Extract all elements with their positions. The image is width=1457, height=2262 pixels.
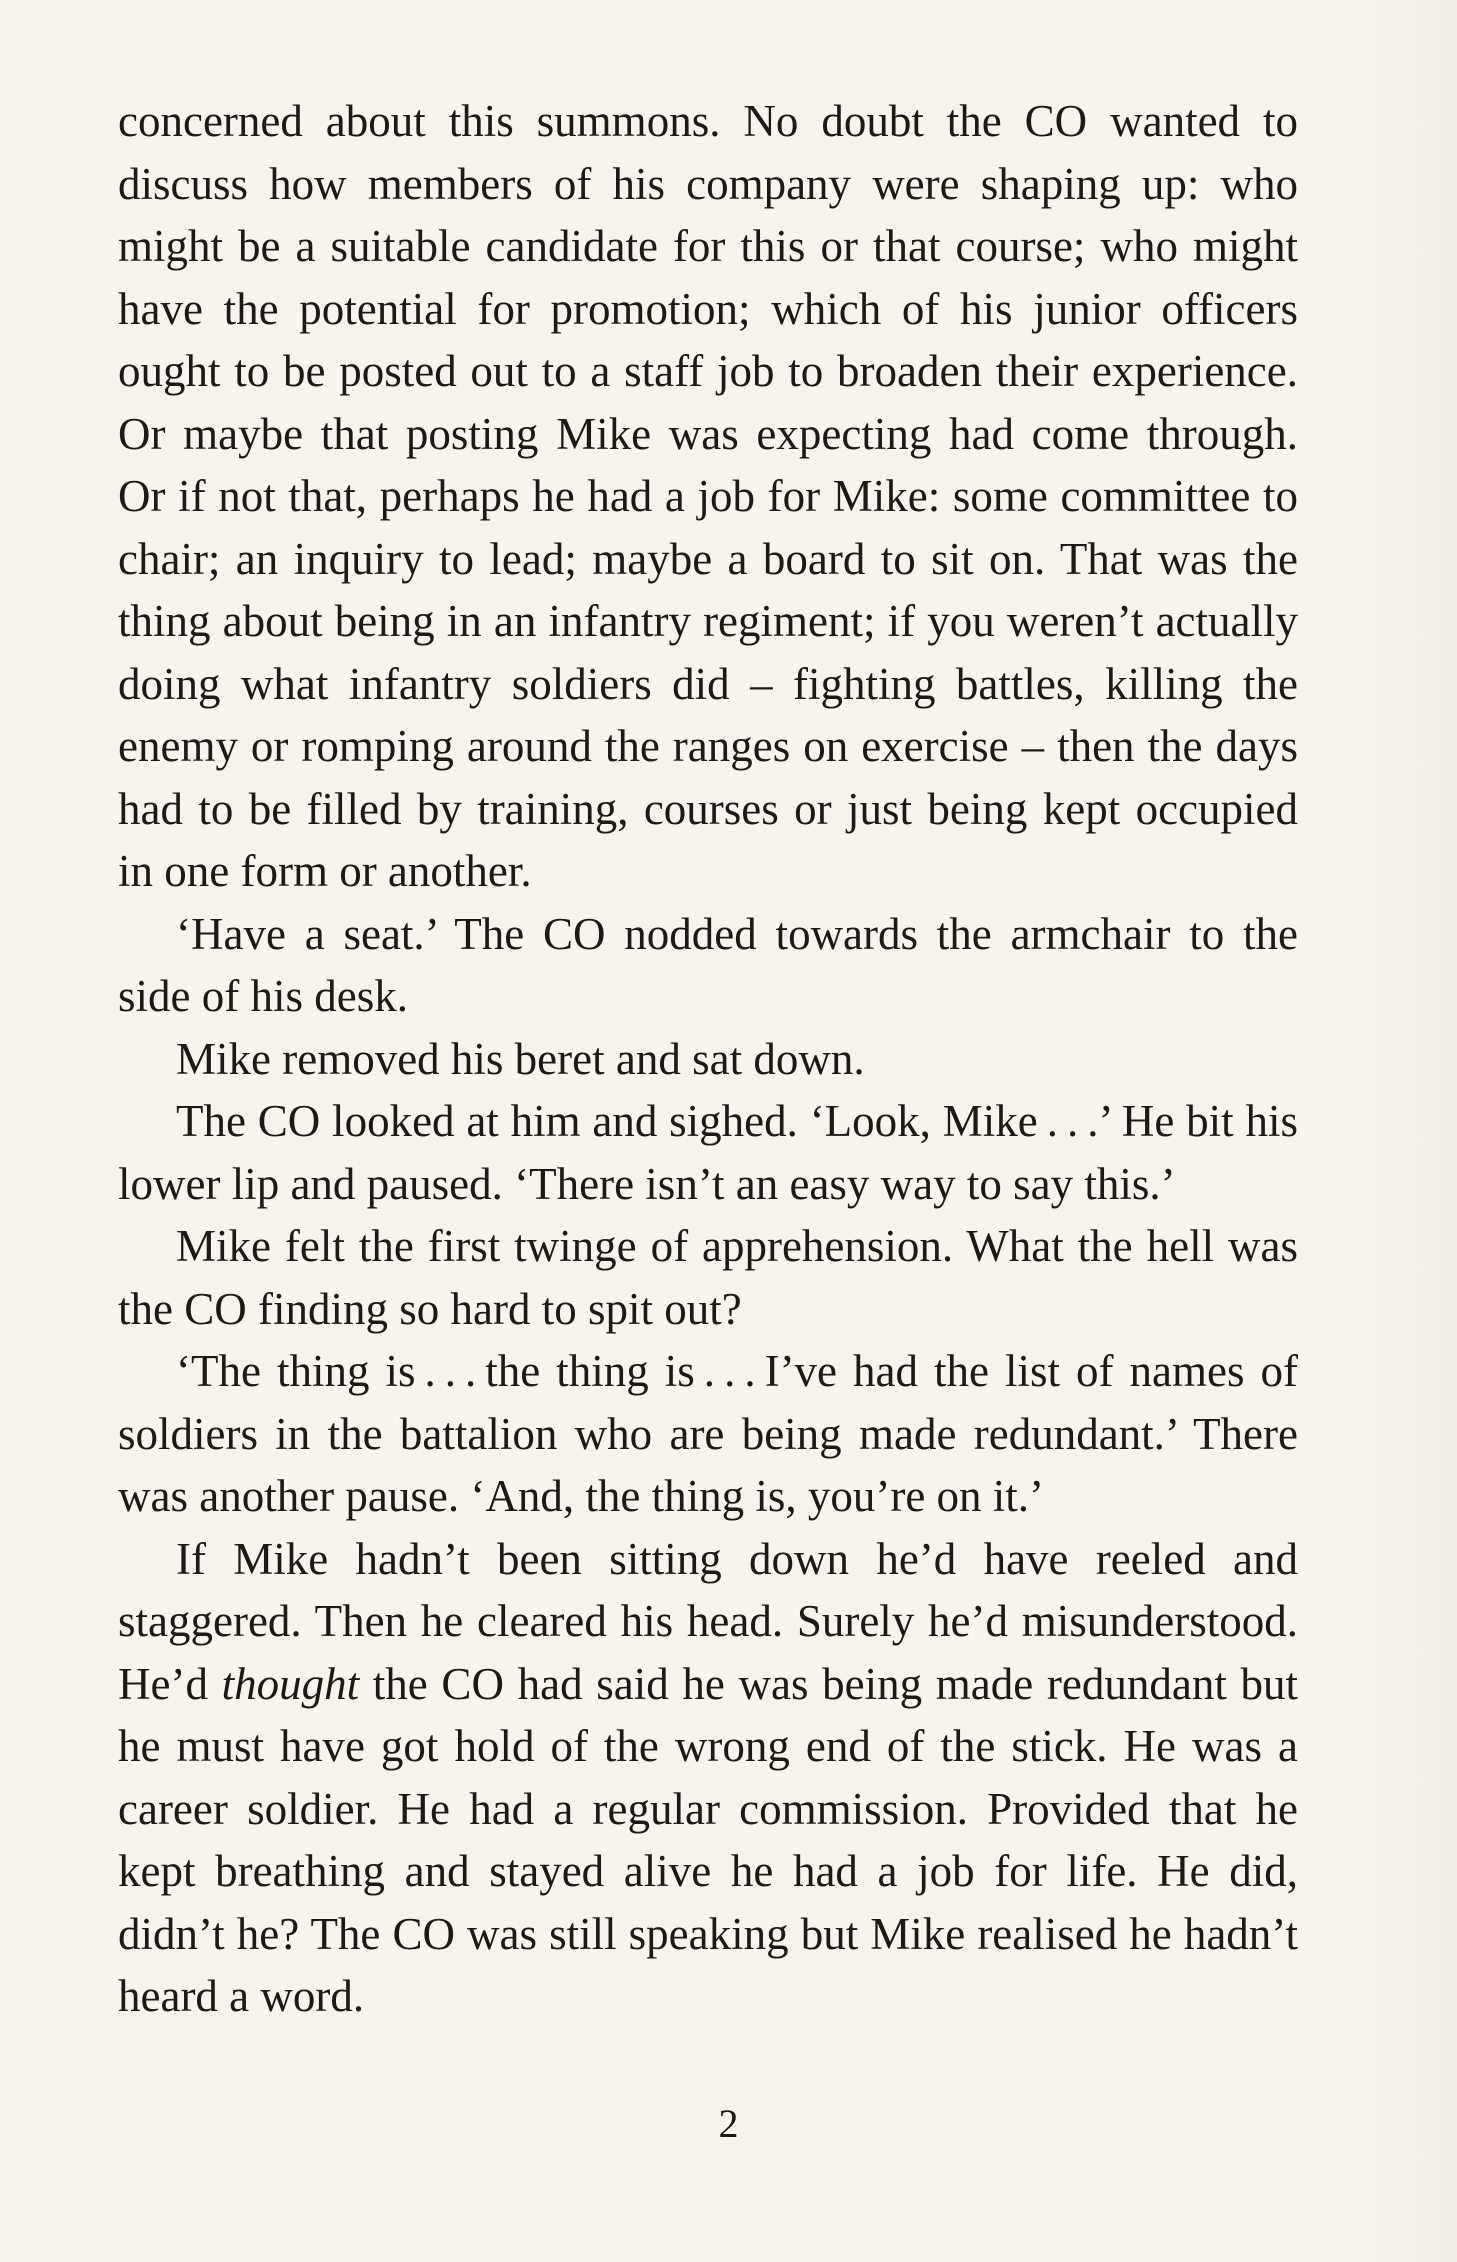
- page-number: 2: [718, 2101, 739, 2146]
- paragraph-3: Mike removed his beret and sat down.: [176, 1033, 865, 1084]
- paragraph-5: Mike felt the first twinge of apprehension. What the hell was the CO finding so hard to spit out?: [118, 1221, 1298, 1334]
- body-text: [118, 90, 1298, 2028]
- page-edge-shadow: [1367, 0, 1457, 2262]
- paragraph-4: The CO looked at him and sighed. ‘Look, Mike . . .’ He bit his lower lip and paused. ‘There isn’t an easy way to say this.’: [118, 1096, 1298, 1209]
- paragraph-7: [118, 1528, 1298, 2028]
- emphasis-thought: thought: [221, 1658, 360, 1709]
- paragraph-1: concerned about this summons. No doubt the CO wanted to discuss how members of his company were shaping up: who might be a suitable candidate for this or that course; who might have the potential for promotion; which of his junior officers ought to be posted out to a staff job to broaden their experience. Or maybe that posting Mike was expecting had come through. Or if not that, perhaps he had a job for Mike: some committee to chair; an inquiry to lead; maybe a board to sit on. That was the thing about being in an infantry regiment; if you weren’t actually doing what infantry soldiers did – fighting battles, killing the enemy or romping around the ranges on exercise – then the days had to be filled by training, courses or just being kept occupied in one form or another.: [118, 96, 1298, 896]
- paragraph-2: ‘Have a seat.’ The CO nodded towards the armchair to the side of his desk.: [118, 908, 1298, 1021]
- paragraph-6: ‘The thing is . . . the thing is . . . I’ve had the list of names of soldiers in the battalion who are being made redundant.’ There was another pause. ‘And, the thing is, you’re on it.’: [118, 1346, 1298, 1521]
- paragraph-7-end: the CO had said he was being made redundant but he must have got hold of the wrong end of the stick. He was a career soldier. He had a regular commission. Provided that he kept breathing and stayed alive he had a job for life. He did, didn’t he? The CO was still speaking but Mike realised he hadn’t heard a word.: [118, 1658, 1298, 2021]
- paragraph-7-start: If Mike hadn’t been sitting down he’d have reeled and staggered. Then he cleared his head. Surely he’d misunderstood. He’d: [118, 1533, 1298, 1709]
